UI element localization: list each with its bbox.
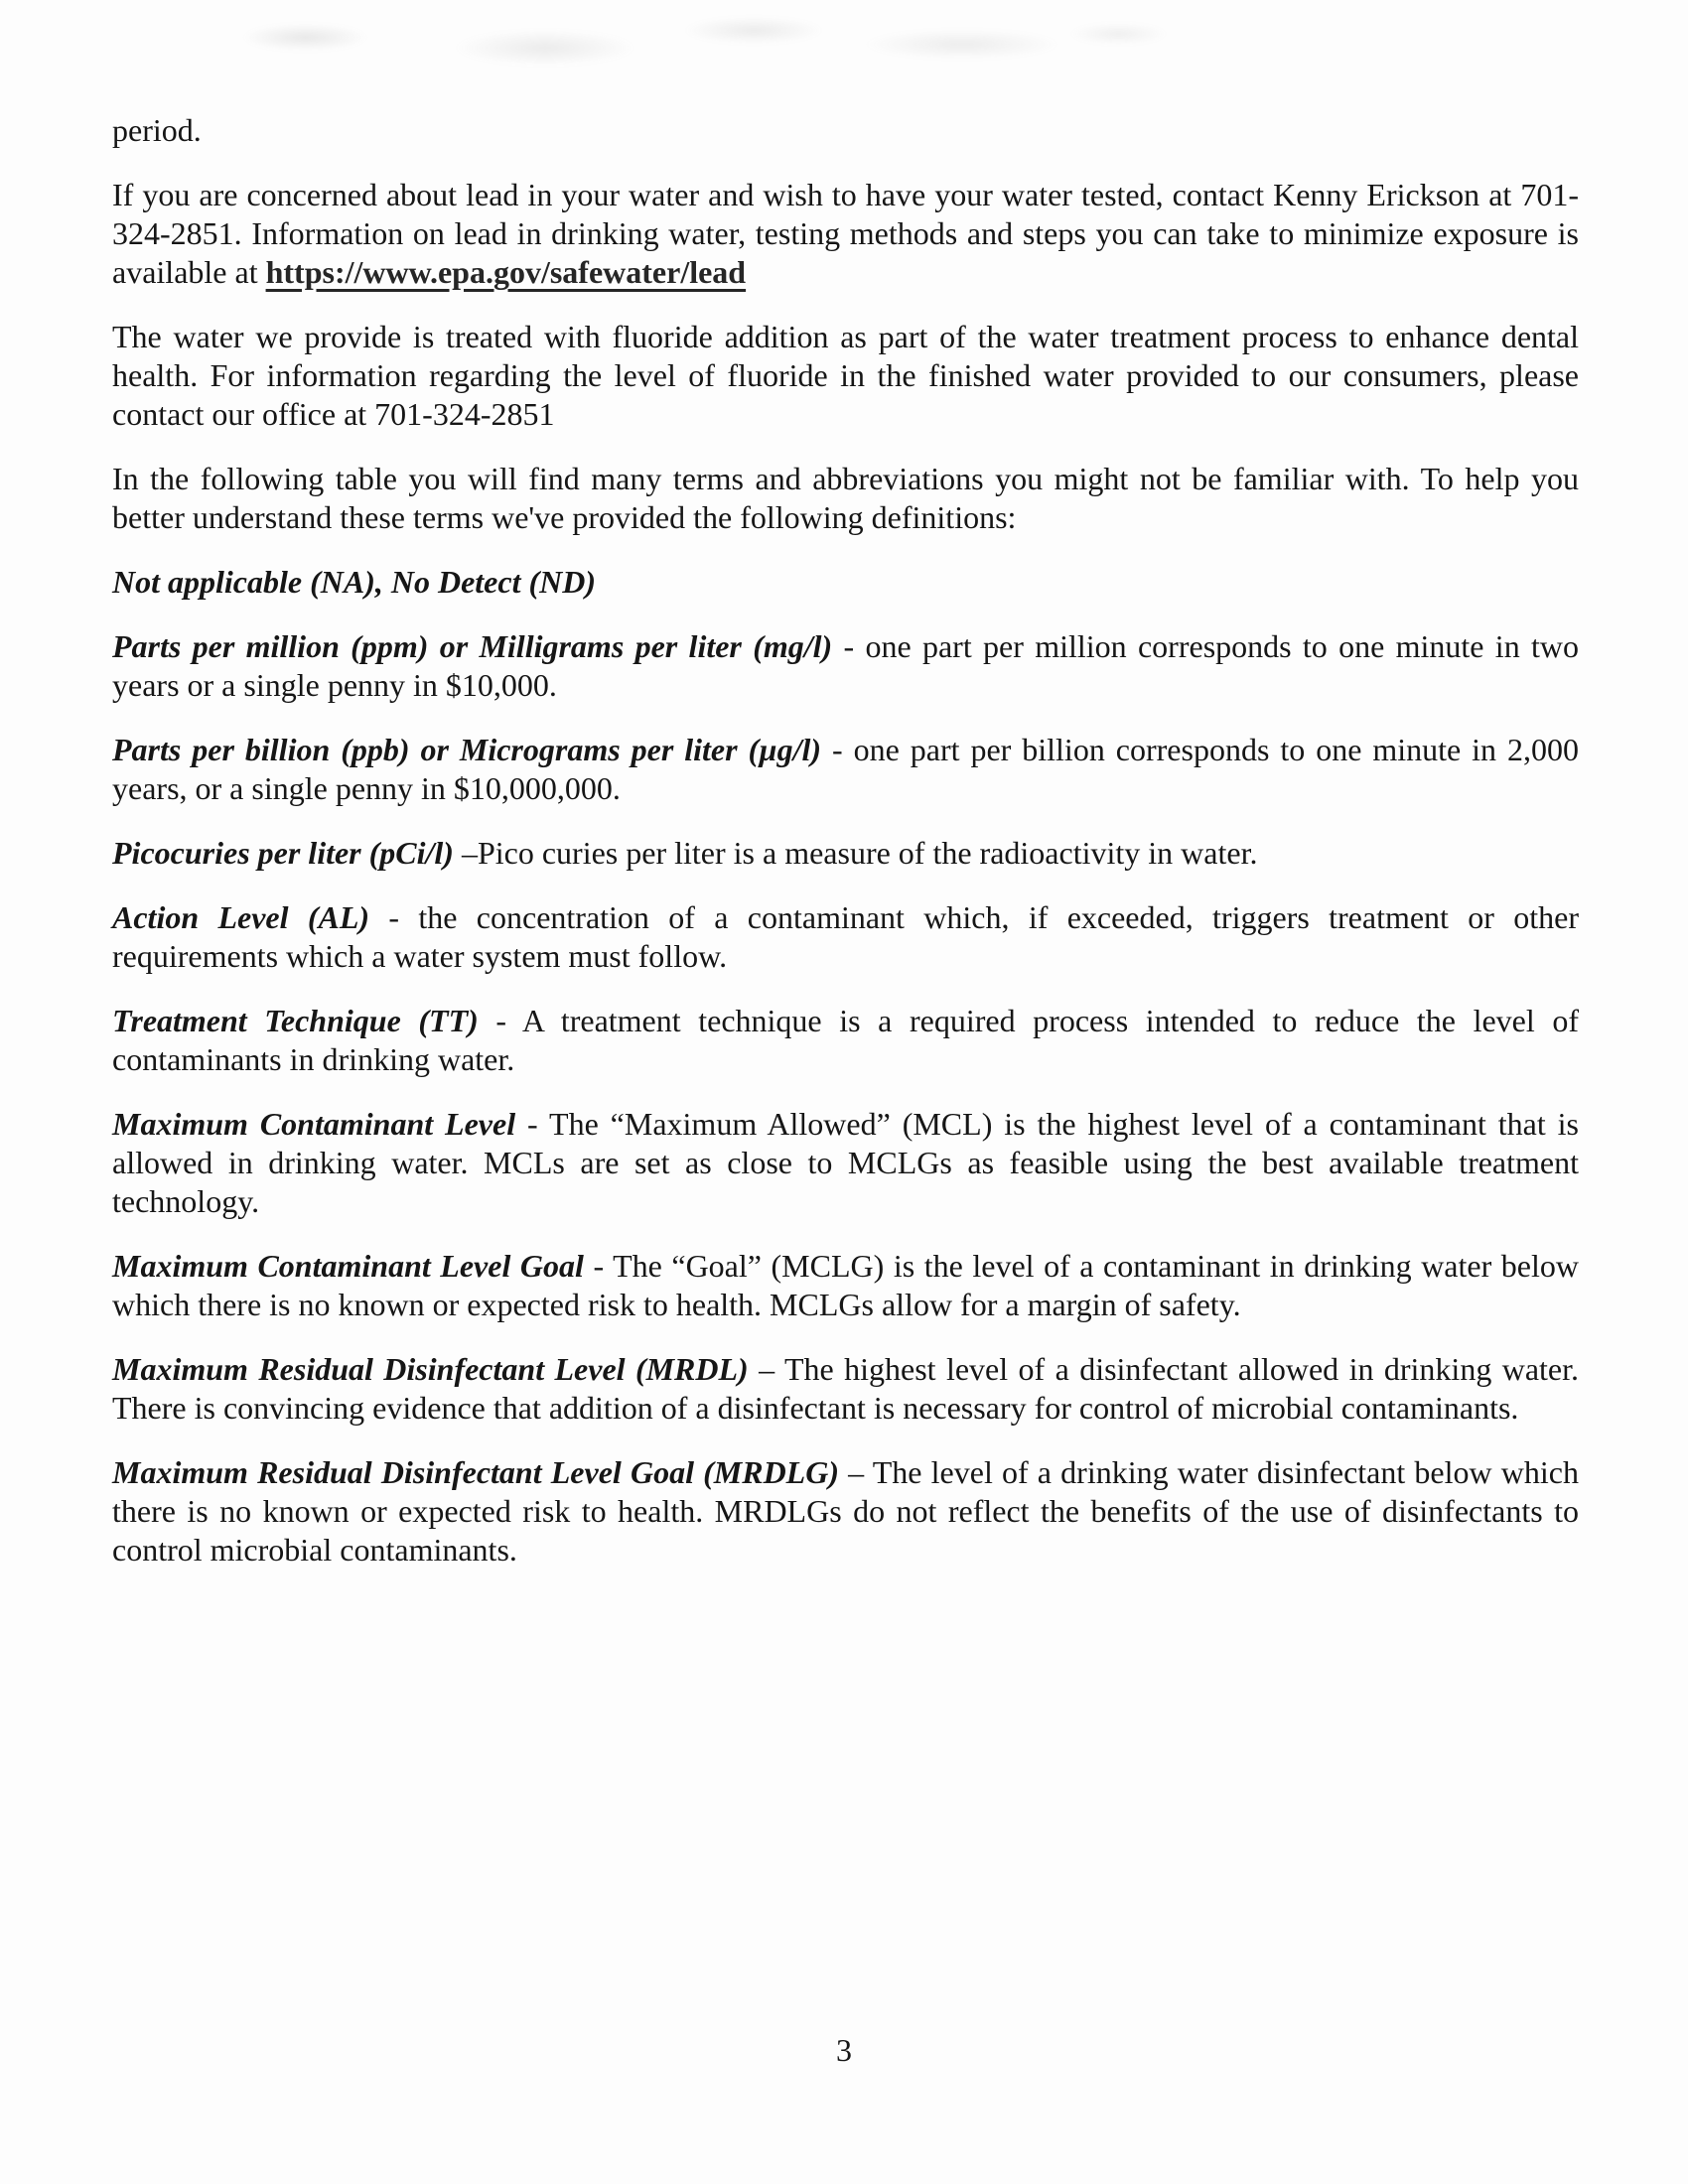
definition-item (112, 627, 1579, 705)
scan-artifact-noise (149, 6, 1192, 75)
definition-text: - The “Maximum Allowed” (MCL) is the highest level of a contaminant that is allowed in drinking water. MCLs are set as close to MCLGs as feasible using the best available treatment technology. (112, 1106, 1580, 1219)
definition-text: – The level of a drinking water disinfectant below which there is no known or expected risk to health. MRDLGs do not reflect the benefits of the use of disinfectants to control microbial contaminants. (112, 1454, 1580, 1568)
definition-text: – The highest level of a disinfectant allowed in drinking water. There is convincing evidence that addition of a disinfectant is necessary for control of microbial contaminants. (112, 1351, 1580, 1426)
definition-text: - the concentration of a contaminant which, if exceeded, triggers treatment or other requirements which a water system must follow. (112, 899, 1580, 974)
definition-term: Parts per million (ppm) or Milligrams per liter (mg/l) (112, 628, 833, 664)
definition-term: Picocuries per liter (pCi/l) (112, 835, 454, 871)
definition-text: - A treatment technique is a required process intended to reduce the level of contaminants in drinking water. (112, 1003, 1580, 1077)
definition-term: Maximum Contaminant Level Goal (112, 1248, 584, 1284)
definition-term: Action Level (AL) (112, 899, 370, 935)
definition-item (112, 1350, 1579, 1428)
definition-item (112, 563, 1579, 602)
definition-term: Not applicable (NA), No Detect (ND) (112, 564, 596, 600)
definition-text: - The “Goal” (MCLG) is the level of a contaminant in drinking water below which there is no known or expected risk to health. MCLGs allow for a margin of safety. (112, 1248, 1580, 1322)
paragraph-lead-contact (112, 176, 1579, 292)
definition-item (112, 1453, 1579, 1570)
page-number: 3 (836, 2032, 852, 2068)
paragraph-definitions-intro: In the following table you will find many terms and abbreviations you might not be familiar with. To help you better understand these terms we've provided the following definitions: (112, 461, 1579, 535)
definition-item (112, 898, 1579, 976)
definition-item (112, 731, 1579, 808)
definition-term: Maximum Residual Disinfectant Level (MRDL) (112, 1351, 749, 1387)
definitions-list (112, 563, 1579, 1570)
definition-term: Maximum Contaminant Level (112, 1106, 516, 1142)
definition-text: - one part per million corresponds to one minute in two years or a single penny in $10,000. (112, 628, 1580, 703)
paragraph-fluoride: The water we provide is treated with fluoride addition as part of the water treatment process to enhance dental health. For information regarding the level of fluoride in the finished water provided to our consumers, please contact our office at 701-324-2851 (112, 319, 1579, 432)
epa-safewater-link[interactable]: https://www.epa.gov/safewater/lead (265, 254, 747, 290)
definition-item (112, 1247, 1579, 1324)
definition-item (112, 834, 1579, 873)
paragraph-fragment: period. (112, 112, 202, 148)
definition-term: Maximum Residual Disinfectant Level Goal (MRDLG) (112, 1454, 839, 1490)
lead-paragraph-text: If you are concerned about lead in your water and wish to have your water tested, contact Kenny Erickson at 701-324-2851. Information on lead in drinking water, testing methods and steps you can take to minimize exposure is available at (112, 177, 1579, 290)
definition-text: –Pico curies per liter is a measure of the radioactivity in water. (453, 835, 1258, 871)
definition-item (112, 1105, 1579, 1221)
definition-item (112, 1002, 1579, 1079)
definition-term: Parts per billion (ppb) or Micrograms per liter (µg/l) (112, 732, 822, 767)
definition-text: - one part per billion corresponds to one minute in 2,000 years, or a single penny in $10,000,000. (112, 732, 1580, 806)
definition-term: Treatment Technique (TT) (112, 1003, 479, 1038)
